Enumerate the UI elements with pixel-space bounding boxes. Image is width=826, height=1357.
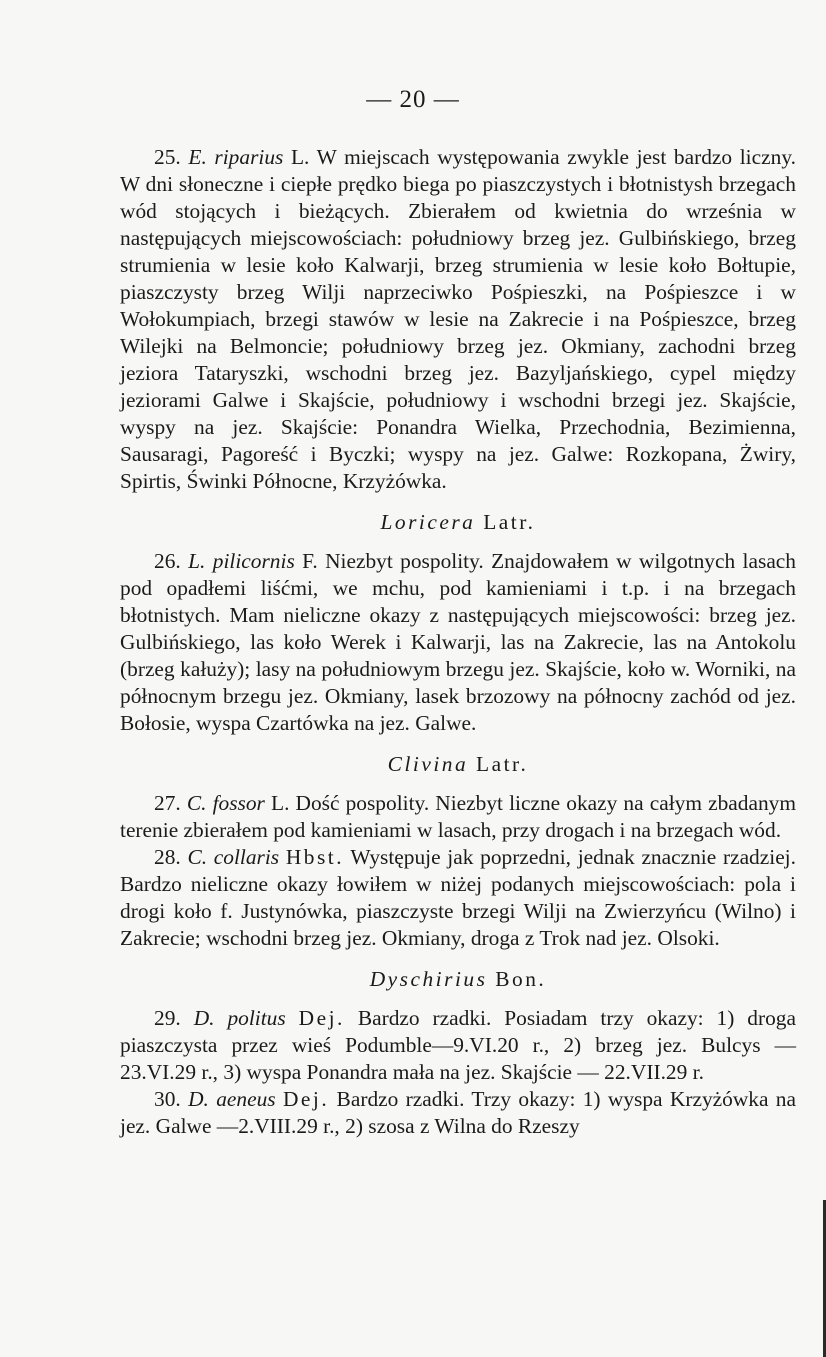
genus-author: Bon. [495,967,547,991]
species-entry-28 [120,844,796,952]
species-entry-29 [120,1005,796,1086]
species-number: 27. [154,791,181,815]
genus-name: Loricera [380,510,476,534]
species-entry-30 [120,1086,796,1140]
genus-heading-dyschirius [120,966,796,993]
species-number: 29. [154,1006,181,1030]
species-name: E. riparius [188,145,284,169]
species-number: 30. [154,1087,181,1111]
species-text: Bardzo rzadki. Trzy okazy: 1) wyspa Krzyżówka na jez. Galwe —2.VIII.29 r., 2) szosa z Wilna do Rzeszy [120,1087,796,1138]
species-name: L. pilicornis [188,549,295,573]
species-number: 25. [154,145,181,169]
species-text: Niezbyt pospolity. Znajdowałem w wilgotnych lasach pod opadłemi liśćmi, we mchu, pod kamieniami i t.p. i na brzegach błotnistych. Mam nieliczne okazy z następujących miejscowości: brzeg jez. Gulbińskiego, las koło Werek i Kalwarji, las na Zakrecie, las na Antokolu (brzeg kałuży); lasy na południowym brzegu jez. Skajście, koło w. Worniki, na północnym brzegu jez. Okmiany, lasek brzozowy na północny zachód od jez. Bołosie, wyspa Czartówka na jez. Galwe. [120,549,796,735]
species-author: F. [302,549,318,573]
genus-heading-loricera [120,509,796,536]
genus-name: Clivina [387,752,469,776]
genus-name: Dyschirius [369,967,488,991]
species-name: C. collaris [187,845,280,869]
species-name: D. aeneus [188,1087,276,1111]
species-number: 26. [154,549,181,573]
page-number: — 20 — [366,86,460,113]
species-author: Dej. [298,1006,345,1030]
species-text: Występuje jak poprzedni, jednak znacznie rzadziej. Bardzo nieliczne okazy łowiłem w niżej podanych miejscowościach: pola i drogi koło f. Justynówka, piaszczyste brzegi Wilji na Zwierzyńcu (Wilno) i Zakrecie; wschodni brzeg jez. Okmiany, droga z Trok nad jez. Olsoki. [120,845,796,950]
species-entry-25 [120,144,796,495]
species-number: 28. [154,845,181,869]
genus-author: Latr. [483,510,536,534]
species-name: D. politus [193,1006,286,1030]
species-author: L. [271,791,290,815]
species-text: W miejscach występowania zwykle jest bardzo liczny. W dni słoneczne i ciepłe prędko biega po piaszczystych i błotnistysh brzegach wód stojących i bieżących. Zbierałem od kwietnia do września w następujących miejscowościach: południowy brzeg jez. Gulbińskiego, brzeg strumienia w lesie koło Kalwarji, brzeg strumienia w lesie koło Bołtupie, piaszczysty brzeg Wilji naprzeciwko Pośpieszki, na Pośpieszce i w Wołokumpiach, brzegi stawów w lesie na Zakrecie i na Pośpieszce, brzeg Wilejki na Belmoncie; południowy brzeg jez. Okmiany, zachodni brzeg jeziora Tataryszki, wschodni brzeg jez. Bazyljańskiego, cypel między jeziorami Galwe i Skajście, południowy i wschodni brzegi jez. Skajście, wyspy na jez. Skajście: Ponandra Wielka, Przechodnia, Bezimienna, Sausaragi, Pagoreść i Byczki; wyspy na jez. Galwe: Rozkopana, Żwiry, Spirtis, Świnki Północne, Krzyżówka. [120,145,796,493]
species-text: Dość pospolity. Niezbyt liczne okazy na całym zbadanym terenie zbierałem pod kamieniami w lasach, przy drogach i na brzegach wód. [120,791,796,842]
species-author: Hbst. [285,845,345,869]
species-name: C. fossor [186,791,265,815]
genus-heading-clivina [120,751,796,778]
genus-author: Latr. [476,752,529,776]
species-entry-26 [120,548,796,737]
species-text: Bardzo rzadki. Posiadam trzy okazy: 1) droga piaszczysta przez wieś Podumble—9.VI.20 r., 2) brzeg jez. Bulcys — 23.VI.29 r., 3) wyspa Ponandra mała na jez. Skajście — 22.VII.29 r. [120,1006,796,1084]
text-column [120,144,796,1140]
species-author: L. [290,145,310,169]
species-entry-27 [120,790,796,844]
species-author: Dej. [282,1087,330,1111]
